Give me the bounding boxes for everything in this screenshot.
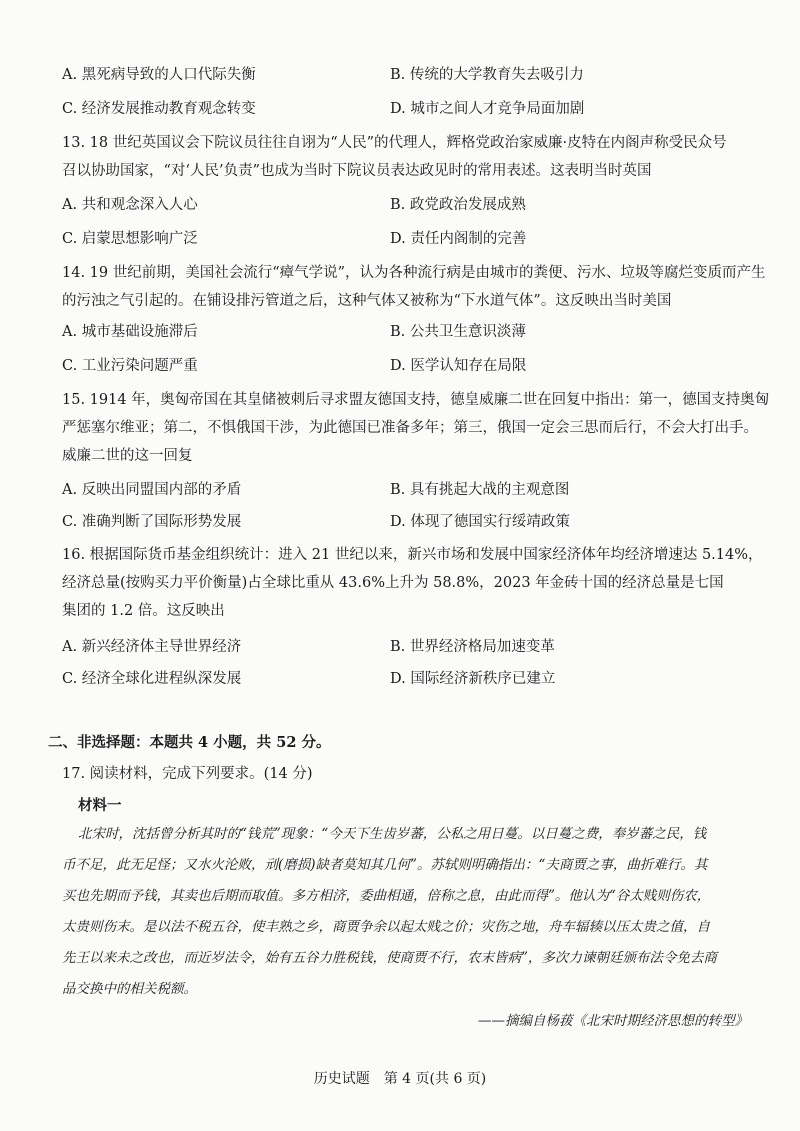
q16-stem-line2: 经济总量(按购买力平价衡量)占全球比重从 43.6%上升为 58.8%，2023 年金砖十国的经济总量是七国 — [62, 575, 724, 591]
material-line: 品交换中的相关税额。 — [62, 981, 197, 997]
q12-option-b: B. 传统的大学教育失去吸引力 — [390, 67, 584, 83]
q17-stem: 17. 阅读材料，完成下列要求。(14 分) — [62, 766, 313, 782]
q14-option-c: C. 工业污染问题严重 — [62, 358, 198, 374]
q15-stem-line1: 15. 1914 年，奥匈帝国在其皇储被刺后寻求盟友德国支持，德皇威廉二世在回复中指出：第一，德国支持奥匈 — [62, 392, 770, 408]
q15-stem-line3: 威廉二世的这一回复 — [62, 448, 193, 464]
material-line: 买也先期而予钱，其卖也后期而取值。多方相济，委曲相通，倍称之息，由此而得”。他认为“谷太贱则伤农， — [62, 888, 711, 904]
material-line: 币不足，此无足怪；又水火沦败，刓(磨损)缺者莫知其几何”。苏轼则明确指出：“夫商贾之事，曲折难行。其 — [62, 857, 708, 873]
section-title: 二、非选择题：本题共 4 小题，共 52 分。 — [48, 734, 331, 751]
q13-option-a: A. 共和观念深入人心 — [62, 197, 198, 213]
q14-option-a: A. 城市基础设施滞后 — [62, 324, 198, 340]
q13-option-b: B. 政党政治发展成熟 — [390, 197, 526, 213]
page-footer: 历史试题 第 4 页(共 6 页) — [313, 1071, 487, 1087]
material-label: 材料一 — [78, 797, 122, 814]
q15-option-d: D. 体现了德国实行绥靖政策 — [390, 514, 570, 530]
q16-option-a: A. 新兴经济体主导世界经济 — [62, 639, 242, 655]
q12-option-c: C. 经济发展推动教育观念转变 — [62, 101, 256, 117]
q13-option-d: D. 责任内阁制的完善 — [390, 231, 527, 247]
q15-option-b: B. 具有挑起大战的主观意图 — [390, 482, 570, 498]
q16-option-d: D. 国际经济新秩序已建立 — [390, 671, 556, 687]
q14-option-d: D. 医学认知存在局限 — [390, 358, 527, 374]
q13-stem-line2: 召以协助国家，“对‘人民’负责”也成为当时下院议员表达政见时的常用表述。这表明当时英国 — [62, 163, 652, 179]
q13-stem-line1: 13. 18 世纪英国议会下院议员往往自诩为“人民”的代理人，辉格党政治家威廉·皮特在内阁声称受民众号 — [62, 135, 727, 151]
q15-stem-line2: 严惩塞尔维亚；第二，不惧俄国干涉，为此德国已准备多年；第三，俄国一定会三思而后行，不会大打出手。 — [62, 420, 758, 436]
material-line: 北宋时，沈括曾分析其时的“钱荒”现象：“今天下生齿岁蕃，公私之用日蔓。以日蔓之费，奉岁蕃之民，钱 — [78, 826, 707, 842]
q14-stem-line1: 14. 19 世纪前期，美国社会流行“瘴气学说”，认为各种流行病是由城市的粪便、污水、垃圾等腐烂变质而产生 — [62, 265, 766, 281]
material-source: ——摘编自杨菝《北宋时期经济思想的转型》 — [478, 1013, 748, 1029]
q16-stem-line1: 16. 根据国际货币基金组织统计：进入 21 世纪以来，新兴市场和发展中国家经济体年均经济增速达 5.14%， — [62, 547, 763, 563]
q12-option-d: D. 城市之间人才竞争局面加剧 — [390, 101, 585, 117]
q16-option-c: C. 经济全球化进程纵深发展 — [62, 671, 242, 687]
q16-option-b: B. 世界经济格局加速变革 — [390, 639, 555, 655]
q16-stem-line3: 集团的 1.2 倍。这反映出 — [62, 603, 225, 619]
material-line: 先王以来未之改也，而近岁法令，始有五谷力胜税钱，使商贾不行，农末皆病”，多次力谏朝廷颁布法令免去商 — [62, 950, 717, 966]
q14-stem-line2: 的污浊之气引起的。在铺设排污管道之后，这种气体又被称为“下水道气体”。这反映出当时美国 — [62, 293, 672, 309]
q12-option-a: A. 黑死病导致的人口代际失衡 — [62, 67, 256, 83]
material-line: 太贵则伤末。是以法不税五谷，使丰熟之乡，商贾争余以起太贱之价；灾伤之地，舟车辐辏以压太贵之值，自 — [62, 919, 710, 935]
q14-option-b: B. 公共卫生意识淡薄 — [390, 324, 526, 340]
q13-option-c: C. 启蒙思想影响广泛 — [62, 231, 198, 247]
q15-option-a: A. 反映出同盟国内部的矛盾 — [62, 482, 242, 498]
q15-option-c: C. 准确判断了国际形势发展 — [62, 514, 242, 530]
